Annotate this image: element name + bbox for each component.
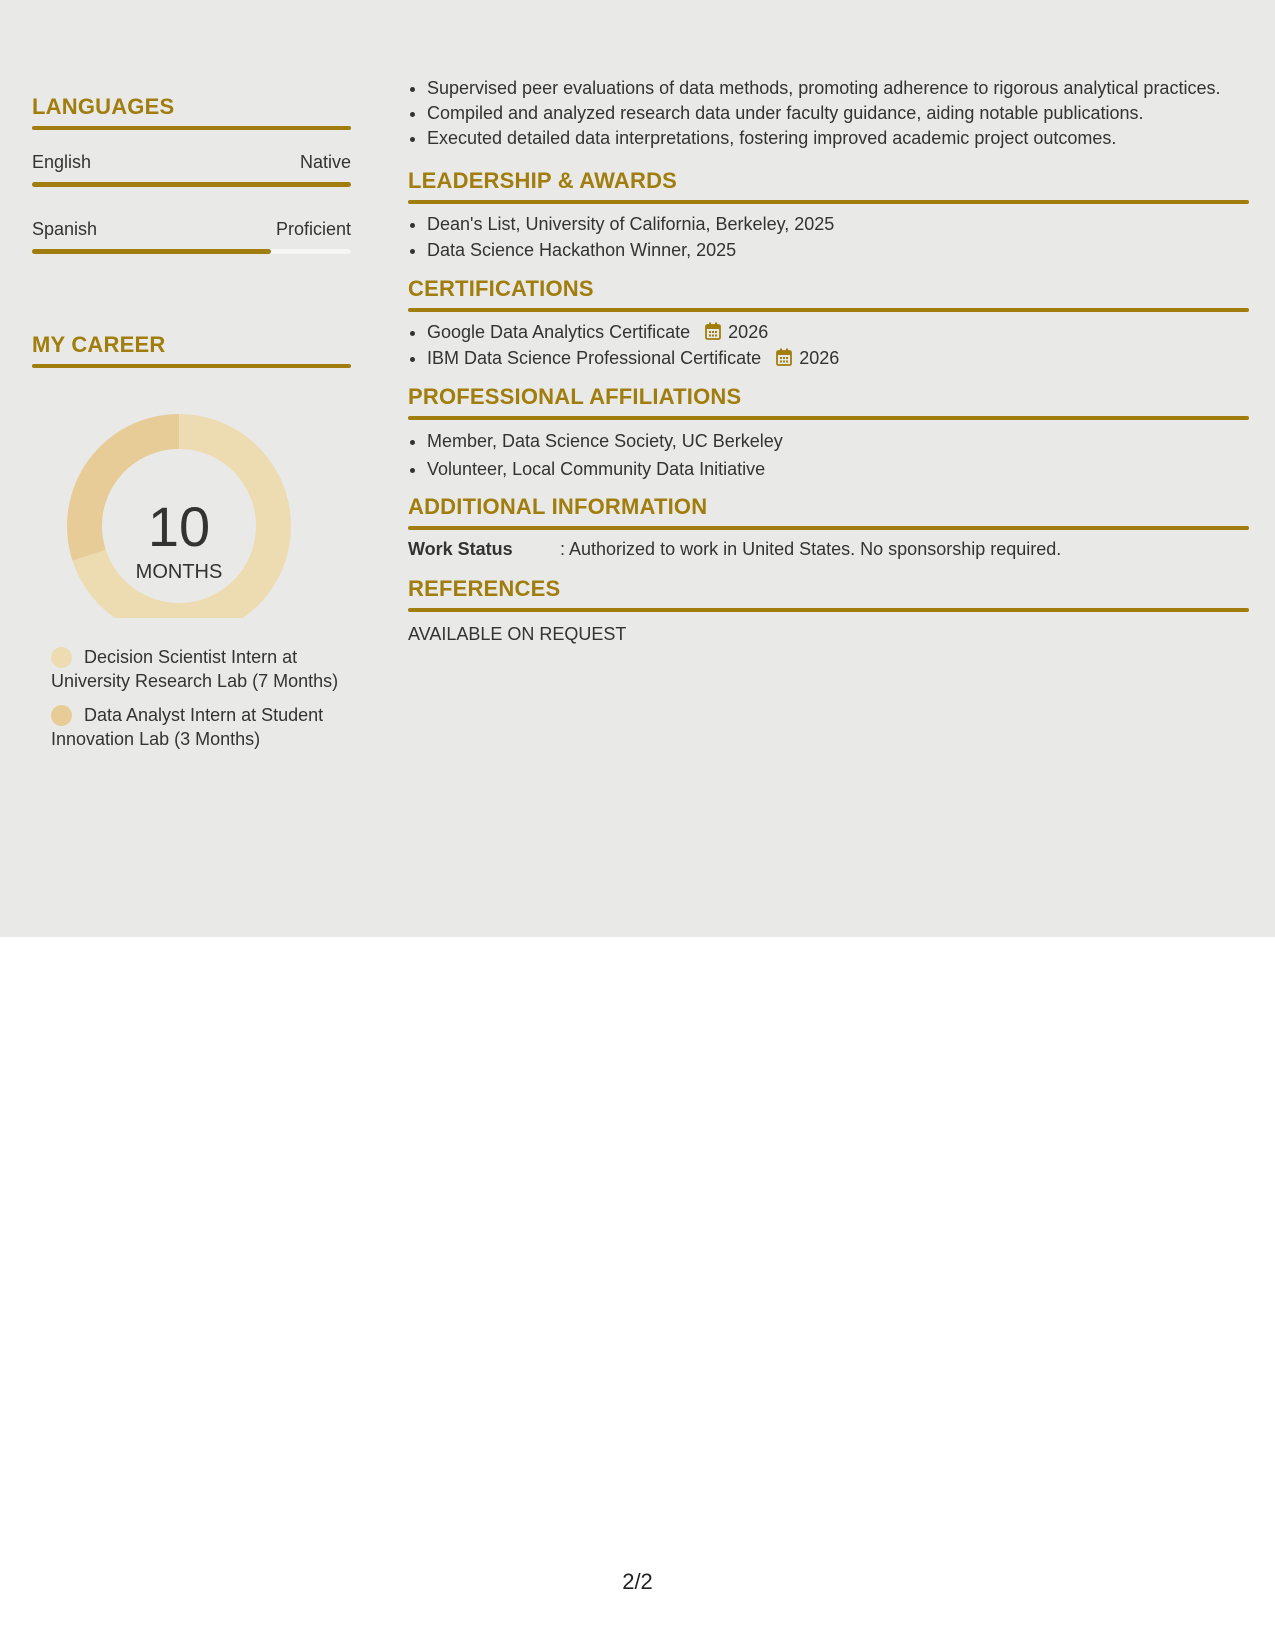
language-level: Proficient [275, 219, 351, 239]
list-item: • Supervised peer evaluations of data methods, promoting adherence to rigorous analytical practices. [427, 76, 1249, 101]
legend-dot [51, 647, 72, 668]
leadership-list [408, 211, 1249, 263]
certification-year: 2026 [728, 322, 769, 342]
affiliations-title: PROFESSIONAL AFFILIATIONS [408, 384, 742, 409]
references-text: AVAILABLE ON REQUEST [408, 624, 627, 644]
career-total-number: 10 [147, 495, 211, 558]
calendar-icon [776, 348, 792, 366]
certification-year: 2026 [799, 348, 840, 368]
certifications-title: CERTIFICATIONS [408, 276, 594, 301]
legend-item [32, 645, 351, 693]
career-donut-svg [32, 368, 351, 618]
calendar-icon [705, 322, 721, 340]
language-name: Spanish [32, 219, 98, 239]
affiliations-list [408, 427, 1249, 483]
sidebar [32, 92, 351, 761]
languages-title: LANGUAGES [32, 94, 175, 119]
leadership-rule [408, 200, 1249, 204]
language-level: Native [299, 152, 351, 172]
references-title: REFERENCES [408, 576, 561, 601]
main-content [408, 76, 1249, 646]
additional-rule [408, 526, 1249, 530]
proficiency-bar [32, 182, 351, 187]
languages-rule [32, 126, 351, 130]
list-item: • Data Science Hackathon Winner, 2025 [427, 237, 1249, 263]
proficiency-bar-fill [32, 182, 351, 187]
legend-label: Data Analyst Intern at Student Innovation Lab (3 Months) [51, 705, 324, 749]
affiliations-rule [408, 416, 1249, 420]
certification-name: IBM Data Science Professional Certificate [427, 348, 762, 368]
list-item: • Dean's List, University of California, Berkeley, 2025 [427, 211, 1249, 237]
proficiency-bar [32, 249, 351, 254]
additional-title: ADDITIONAL INFORMATION [408, 494, 708, 519]
certifications-list [408, 319, 1249, 371]
language-item-english [32, 151, 351, 187]
career-total-unit: MONTHS [135, 561, 223, 583]
certification-name: Google Data Analytics Certificate [427, 322, 691, 342]
legend-label: Decision Scientist Intern at University Research Lab (7 Months) [51, 647, 339, 691]
work-status-row [408, 536, 1249, 562]
leadership-title: LEADERSHIP & AWARDS [408, 168, 678, 193]
references-rule [408, 608, 1249, 612]
language-name: English [32, 152, 92, 172]
certification-item [427, 319, 1249, 345]
page-number: 2/2 [622, 1569, 653, 1594]
list-item: • Volunteer, Local Community Data Initiative [427, 455, 1249, 483]
list-item: • Compiled and analyzed research data under faculty guidance, aiding notable publications. [427, 101, 1249, 126]
work-status-label: Work Status [408, 539, 513, 559]
certification-item [427, 345, 1249, 371]
proficiency-bar-fill [32, 249, 271, 254]
career-donut-chart [32, 368, 351, 618]
career-title: MY CAREER [32, 332, 166, 357]
certifications-rule [408, 308, 1249, 312]
list-item: • Executed detailed data interpretations, fostering improved academic project outcomes. [427, 126, 1249, 151]
language-item-spanish [32, 218, 351, 254]
career-legend [32, 645, 351, 751]
legend-item [32, 703, 351, 751]
list-item: • Member, Data Science Society, UC Berkeley [427, 427, 1249, 455]
work-status-value: : Authorized to work in United States. No sponsorship required. [560, 539, 1062, 559]
experience-bullets [408, 76, 1249, 151]
legend-dot [51, 705, 72, 726]
